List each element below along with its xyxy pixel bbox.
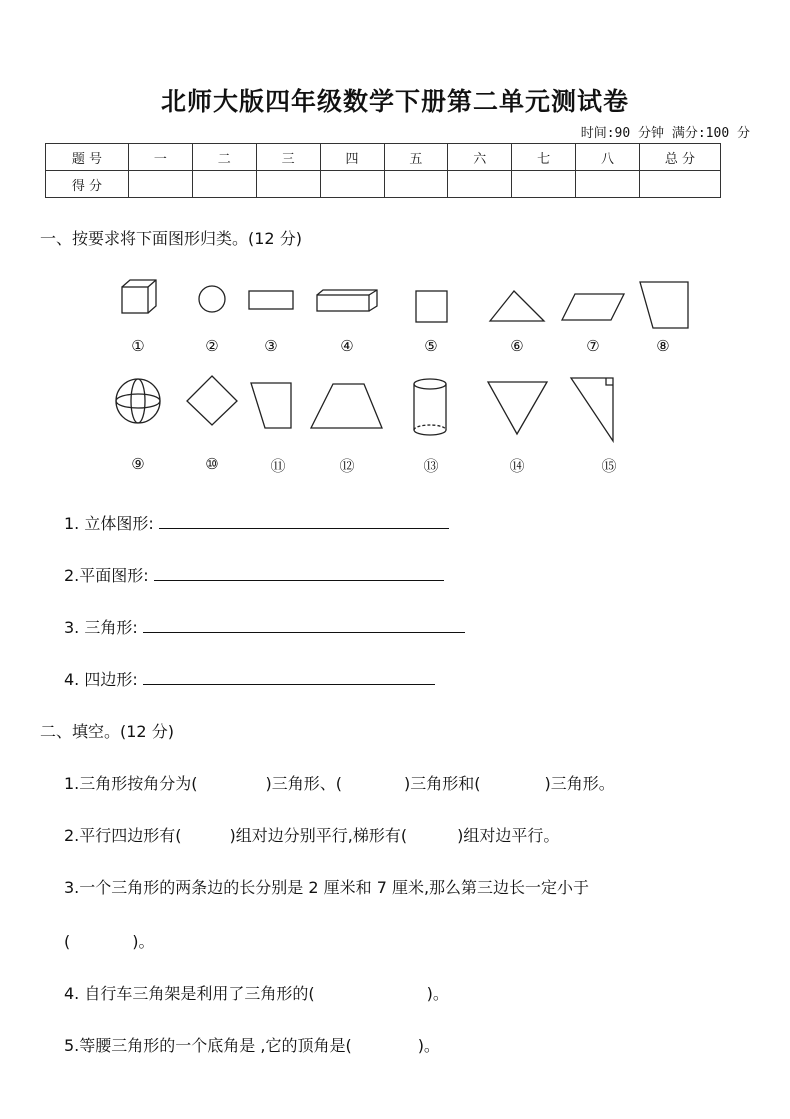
score-cell[interactable]: [129, 171, 193, 198]
question-2-1: [64, 771, 615, 794]
score-cell[interactable]: [640, 171, 721, 198]
question-text: )。: [426, 984, 449, 1003]
cube-shape: [122, 280, 156, 313]
circle-shape: [199, 286, 225, 312]
question-text: 2.平面图形:: [64, 566, 149, 585]
table-cell: 一: [129, 144, 193, 171]
question-text: )。: [132, 932, 155, 951]
question-text: )三角形和(: [404, 774, 481, 793]
question-1-1: [64, 511, 449, 534]
question-1-2: [64, 563, 444, 586]
shape-label: ⑫: [339, 457, 355, 475]
shape-label: ⑨: [131, 455, 145, 473]
question-text: )组对边分别平行,梯形有(: [229, 826, 408, 845]
score-table-score-row: [46, 171, 721, 198]
shape-label: ⑦: [586, 337, 600, 355]
parallelogram-shape: [562, 294, 624, 320]
answer-line[interactable]: [159, 514, 449, 529]
shape-label: ⑥: [510, 337, 524, 355]
question-text: )三角形。: [544, 774, 615, 793]
answer-line[interactable]: [143, 618, 465, 633]
rectangle-shape: [249, 291, 293, 309]
question-2-2: [64, 823, 559, 846]
question-text: 1. 立体图形:: [64, 514, 154, 533]
question-text: 5.等腰三角形的一个底角是 ,它的顶角是(: [64, 1036, 352, 1055]
table-cell: 总 分: [640, 144, 721, 171]
section1-heading: 一、按要求将下面图形归类。(12 分): [40, 229, 302, 248]
score-cell[interactable]: [256, 171, 320, 198]
inverted-triangle-shape: [488, 382, 547, 434]
table-cell: 六: [448, 144, 512, 171]
table-cell: 三: [256, 144, 320, 171]
shape-label: ⑤: [424, 337, 438, 355]
question-text: 3.一个三角形的两条边的长分别是 2 厘米和 7 厘米,那么第三边长一定小于: [64, 878, 590, 897]
question-text: )组对边平行。: [457, 826, 560, 845]
score-cell[interactable]: [448, 171, 512, 198]
score-table-header-row: [46, 144, 721, 171]
shape-label: ⑩: [205, 455, 219, 473]
score-cell[interactable]: [512, 171, 576, 198]
table-cell: 题 号: [46, 144, 129, 171]
cuboid-shape: [317, 290, 377, 311]
shape-label: ③: [264, 337, 278, 355]
question-text: 1.三角形按角分为(: [64, 774, 198, 793]
shape-label: ⑭: [509, 457, 525, 475]
geometry-shapes-figure: [0, 270, 790, 445]
shape-label: ①: [131, 337, 145, 355]
trapezoid-shape-8: [640, 282, 688, 328]
shape-label: ⑧: [656, 337, 670, 355]
question-text: )。: [417, 1036, 440, 1055]
score-table: [45, 143, 721, 198]
question-text: 4. 自行车三角架是利用了三角形的(: [64, 984, 315, 1003]
question-1-3: [64, 615, 465, 638]
table-cell: 五: [384, 144, 448, 171]
cylinder-shape: [414, 379, 446, 435]
triangle-shape: [490, 291, 544, 321]
square-shape: [416, 291, 447, 322]
shape-label: ④: [340, 337, 354, 355]
shape-label: ⑬: [423, 457, 439, 475]
shape-label: ⑮: [601, 457, 617, 475]
question-text: (: [64, 932, 71, 951]
table-cell: 得 分: [46, 171, 129, 198]
shape-label: ②: [205, 337, 219, 355]
time-score-info: 时间:90 分钟 满分:100 分: [580, 126, 750, 141]
table-cell: 二: [192, 144, 256, 171]
score-cell[interactable]: [192, 171, 256, 198]
shape-label: ⑪: [270, 457, 286, 475]
question-text: 2.平行四边形有(: [64, 826, 182, 845]
question-text: )三角形、(: [265, 774, 343, 793]
question-1-4: [64, 667, 435, 690]
question-2-5: [64, 1033, 440, 1056]
score-cell[interactable]: [320, 171, 384, 198]
question-text: 3. 三角形:: [64, 618, 138, 637]
sphere-shape: [116, 379, 160, 423]
page-title: 北师大版四年级数学下册第二单元测试卷: [160, 87, 629, 116]
question-2-3-blank: [64, 929, 155, 952]
score-cell[interactable]: [384, 171, 448, 198]
table-cell: 七: [512, 144, 576, 171]
section2-heading: 二、填空。(12 分): [40, 722, 174, 741]
table-cell: 八: [576, 144, 640, 171]
score-cell[interactable]: [576, 171, 640, 198]
answer-line[interactable]: [154, 566, 444, 581]
answer-line[interactable]: [143, 670, 435, 685]
question-2-4: [64, 981, 449, 1004]
trapezoid-shape-12: [311, 384, 382, 428]
trapezoid-shape-11: [251, 383, 291, 428]
question-2-3: [64, 875, 589, 898]
rhombus-shape: [187, 376, 237, 425]
table-cell: 四: [320, 144, 384, 171]
question-text: 4. 四边形:: [64, 670, 138, 689]
right-triangle-shape: [571, 378, 613, 441]
